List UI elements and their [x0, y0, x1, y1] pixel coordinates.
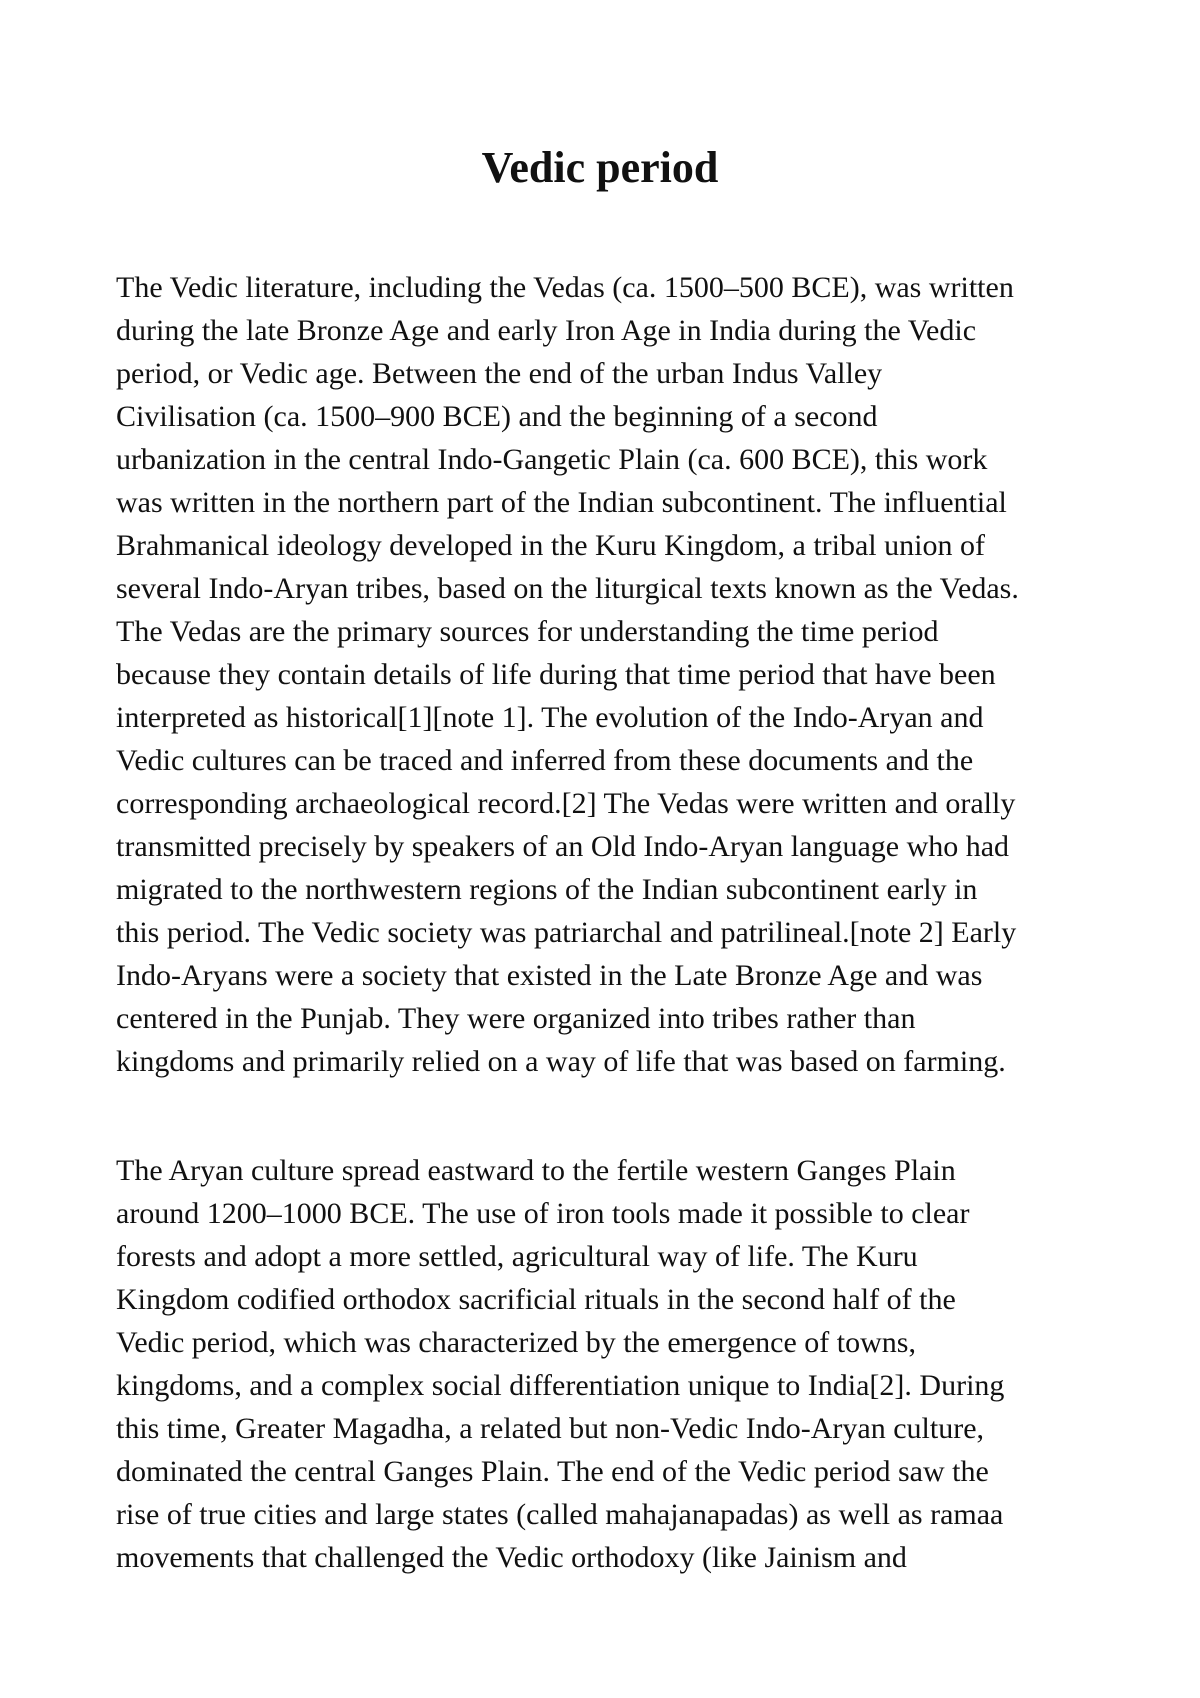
paragraph-line: Kingdom codified orthodox sacrificial rituals in the second half of the: [116, 1283, 956, 1316]
paragraph-line: forests and adopt a more settled, agricultural way of life. The Kuru: [116, 1240, 918, 1273]
paragraph-line: The Vedic literature, including the Vedas (ca. 1500–500 BCE), was written: [116, 271, 1014, 304]
paragraph-line: rise of true cities and large states (called mahajanapadas) as well as ramaa: [116, 1498, 1004, 1531]
paragraph-line: The Aryan culture spread eastward to the fertile western Ganges Plain: [116, 1154, 956, 1187]
paragraph-line: period, or Vedic age. Between the end of the urban Indus Valley: [116, 357, 883, 390]
paragraph-line: this time, Greater Magadha, a related but non-Vedic Indo-Aryan culture,: [116, 1412, 985, 1445]
paragraph-line: kingdoms, and a complex social differentiation unique to India[2]. During: [116, 1369, 1005, 1402]
paragraph-line: Vedic cultures can be traced and inferred from these documents and the: [116, 744, 974, 777]
paragraph-line: kingdoms and primarily relied on a way of life that was based on farming.: [116, 1045, 1006, 1078]
paragraph-line: movements that challenged the Vedic orthodoxy (like Jainism and: [116, 1541, 907, 1574]
paragraph-line: Indo-Aryans were a society that existed in the Late Bronze Age and was: [116, 959, 983, 992]
paragraph-line: because they contain details of life during that time period that have been: [116, 658, 996, 691]
paragraph-line: Civilisation (ca. 1500–900 BCE) and the beginning of a second: [116, 400, 878, 433]
paragraph-line: urbanization in the central Indo-Gangetic Plain (ca. 600 BCE), this work: [116, 443, 988, 476]
paragraph-line: Brahmanical ideology developed in the Kuru Kingdom, a tribal union of: [116, 529, 985, 562]
paragraph-line: several Indo-Aryan tribes, based on the liturgical texts known as the Vedas.: [116, 572, 1019, 605]
paragraph-line: during the late Bronze Age and early Iron Age in India during the Vedic: [116, 314, 977, 347]
paragraph-line: The Vedas are the primary sources for understanding the time period: [116, 615, 939, 648]
paragraph-line: transmitted precisely by speakers of an Old Indo-Aryan language who had: [116, 830, 1010, 863]
paragraph-line: migrated to the northwestern regions of the Indian subcontinent early in: [116, 873, 978, 906]
paragraph-line: this period. The Vedic society was patriarchal and patrilineal.[note 2] Early: [116, 916, 1017, 949]
paragraph-line: was written in the northern part of the Indian subcontinent. The influential: [116, 486, 1007, 519]
paragraph-line: dominated the central Ganges Plain. The end of the Vedic period saw the: [116, 1455, 989, 1488]
paragraph-line: centered in the Punjab. They were organized into tribes rather than: [116, 1002, 916, 1035]
paragraph-line: around 1200–1000 BCE. The use of iron tools made it possible to clear: [116, 1197, 970, 1230]
document-title: Vedic period: [481, 143, 719, 192]
paragraph-line: corresponding archaeological record.[2] The Vedas were written and orally: [116, 787, 1016, 820]
paragraph-line: Vedic period, which was characterized by the emergence of towns,: [116, 1326, 916, 1359]
paragraph-line: interpreted as historical[1][note 1]. The evolution of the Indo-Aryan and: [116, 701, 984, 734]
